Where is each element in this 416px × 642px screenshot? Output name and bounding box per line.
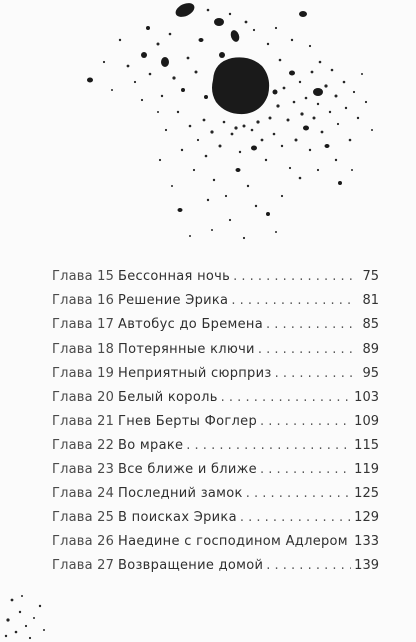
chapter-number: Глава 19 <box>52 366 115 381</box>
chapter-title: Наедине с господином Адлером <box>118 534 348 549</box>
page-number: 103 <box>354 390 379 405</box>
page-number: 125 <box>354 486 379 501</box>
toc-entry[interactable] <box>52 366 379 388</box>
toc-entry[interactable] <box>52 462 379 484</box>
toc-entry[interactable] <box>52 510 379 532</box>
toc-entry[interactable] <box>52 342 379 364</box>
page-number: 109 <box>354 414 379 429</box>
chapter-title: Потерянные ключи <box>118 342 255 357</box>
toc-entry[interactable] <box>52 390 379 412</box>
toc-entry[interactable] <box>52 486 379 508</box>
chapter-title: Бессонная ночь <box>118 269 231 284</box>
chapter-title: Последний замок <box>118 486 243 501</box>
chapter-title: Гнев Берты Фоглер <box>118 414 257 429</box>
dot-leader <box>233 269 354 284</box>
page-number: 129 <box>354 510 379 525</box>
chapter-number: Глава 20 <box>52 390 115 405</box>
chapter-number: Глава 26 <box>52 534 115 549</box>
chapter-number: Глава 22 <box>52 438 115 453</box>
dot-leader <box>246 486 351 501</box>
chapter-title: Возвращение домой <box>118 558 264 573</box>
dot-leader <box>266 558 351 573</box>
dot-leader <box>258 342 354 357</box>
chapter-number: Глава 27 <box>52 558 115 573</box>
page-number: 85 <box>362 317 379 332</box>
page-number: 81 <box>362 293 379 308</box>
dot-leader <box>231 293 354 308</box>
chapter-title: Автобус до Бремена <box>118 317 263 332</box>
chapter-number: Глава 18 <box>52 342 115 357</box>
chapter-number: Глава 21 <box>52 414 115 429</box>
page-number: 89 <box>362 342 379 357</box>
dot-leader <box>186 438 351 453</box>
page-number: 133 <box>354 534 379 549</box>
chapter-title: Решение Эрика <box>118 293 229 308</box>
chapter-number: Глава 25 <box>52 510 115 525</box>
page-number: 139 <box>354 558 379 573</box>
chapter-number: Глава 16 <box>52 293 115 308</box>
chapter-title: Белый король <box>118 390 218 405</box>
toc-entry[interactable] <box>52 438 379 460</box>
dot-leader <box>260 462 351 477</box>
toc-entry[interactable] <box>52 414 379 436</box>
dot-leader <box>275 366 354 381</box>
chapter-title: Во мраке <box>118 438 184 453</box>
page-number: 115 <box>354 438 379 453</box>
chapter-title: Все ближе и ближе <box>118 462 257 477</box>
toc-entry[interactable] <box>52 269 379 291</box>
chapter-title: В поисках Эрика <box>118 510 237 525</box>
chapter-number: Глава 23 <box>52 462 115 477</box>
chapter-title: Неприятный сюрприз <box>118 366 272 381</box>
toc-entry[interactable] <box>52 317 379 339</box>
chapter-number: Глава 15 <box>52 269 115 284</box>
page-number: 119 <box>354 462 379 477</box>
toc-entry[interactable] <box>52 293 379 315</box>
dot-leader <box>240 510 351 525</box>
chapter-number: Глава 24 <box>52 486 115 501</box>
chapter-number: Глава 17 <box>52 317 115 332</box>
dot-leader <box>266 317 354 332</box>
page-number: 75 <box>362 269 379 284</box>
dot-leader <box>260 414 351 429</box>
toc-entry[interactable] <box>52 558 379 580</box>
page-number: 95 <box>362 366 379 381</box>
dot-leader <box>221 390 352 405</box>
toc-entry[interactable] <box>52 534 379 556</box>
